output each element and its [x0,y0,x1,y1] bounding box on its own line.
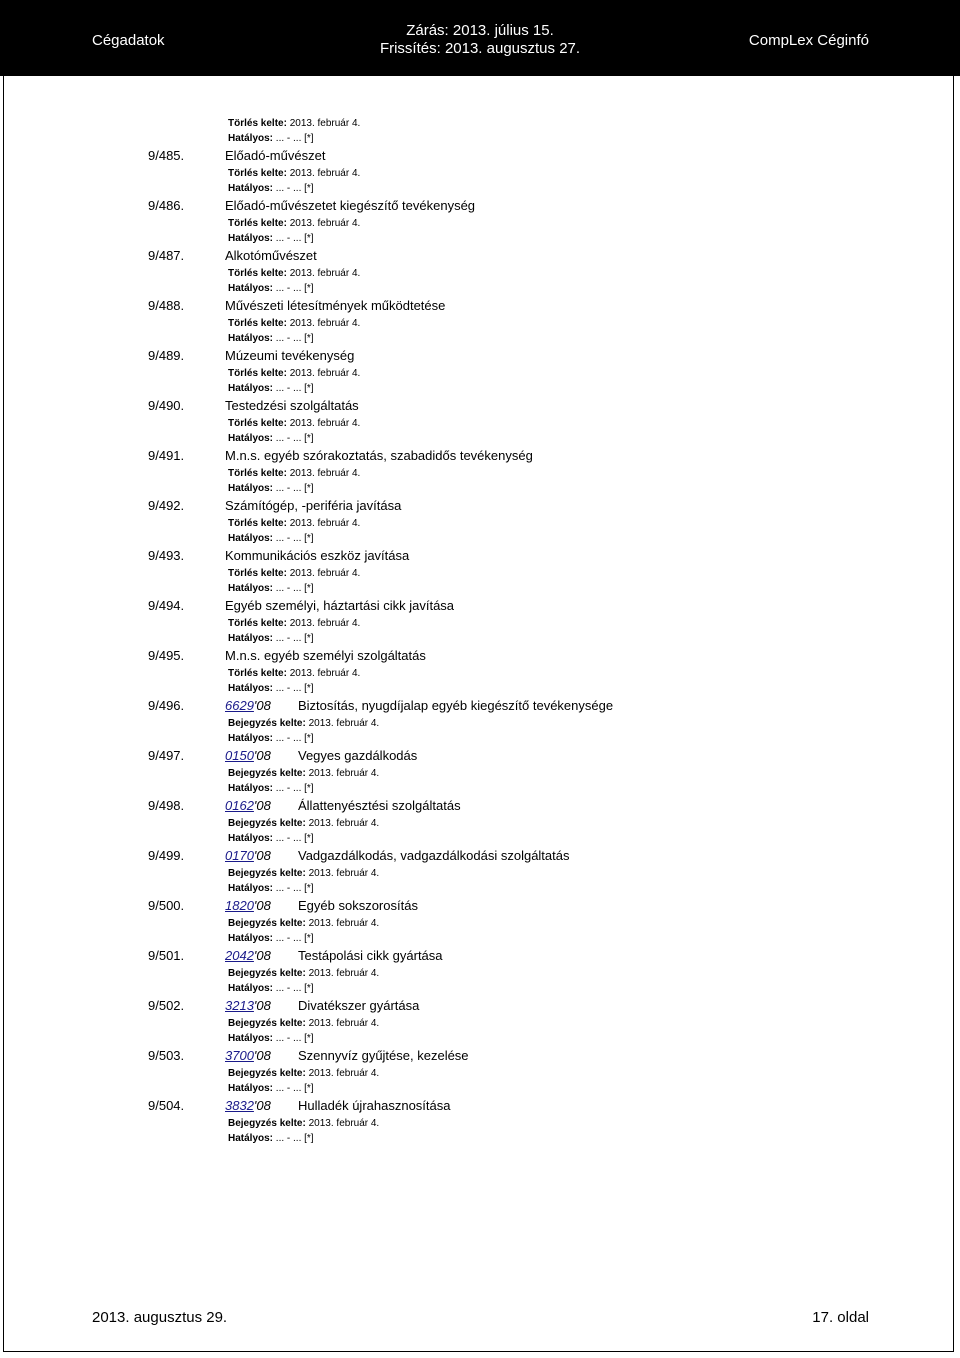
meta-effective: Hatályos: ... - ... [*] [228,633,314,644]
activity-code-suffix: '08 [253,898,271,913]
record-number: 9/485. [148,148,185,163]
list-item [0,396,960,446]
meta-effective: Hatályos: ... - ... [*] [228,733,314,744]
list-item [0,496,960,546]
record-number: 9/491. [148,448,185,463]
activity-code [225,948,271,963]
meta-registration-date: Bejegyzés kelte: 2013. február 4. [228,718,380,729]
record-number: 9/490. [148,398,185,413]
list-item [0,546,960,596]
header-left: Cégadatok [92,32,165,49]
activity-code-link[interactable]: 3700 [225,1048,254,1063]
meta-registration-date: Bejegyzés kelte: 2013. február 4. [228,968,380,979]
meta-deletion-date: Törlés kelte: 2013. február 4. [228,668,361,679]
activity-title: Számítógép, -periféria javítása [225,498,402,513]
meta-registration-date: Bejegyzés kelte: 2013. február 4. [228,868,380,879]
meta-effective: Hatályos: ... - ... [*] [228,383,314,394]
activity-code [225,898,271,913]
record-number: 9/499. [148,848,185,863]
meta-effective: Hatályos: ... - ... [*] [228,1133,314,1144]
header-refresh-date: Frissítés: 2013. augusztus 27. [379,40,581,57]
meta-registration-date: Bejegyzés kelte: 2013. február 4. [228,1018,380,1029]
activity-code-link[interactable]: 0170 [225,848,254,863]
meta-deletion-date: Törlés kelte: 2013. február 4. [228,218,361,229]
activity-code-link[interactable]: 3213 [225,998,254,1013]
meta-deletion-date: Törlés kelte: 2013. február 4. [228,118,361,129]
meta-deletion-date: Törlés kelte: 2013. február 4. [228,468,361,479]
activity-title: Vegyes gazdálkodás [298,748,418,763]
list-item [0,996,960,1046]
record-number: 9/502. [148,998,185,1013]
activity-code-link[interactable]: 3832 [225,1098,254,1113]
list-item [0,696,960,746]
activity-title: Előadó-művészetet kiegészítő tevékenység [225,198,476,213]
record-number: 9/493. [148,548,185,563]
activity-code [225,798,271,813]
record-number: 9/496. [148,698,185,713]
activity-code-suffix: '08 [253,748,271,763]
meta-effective: Hatályos: ... - ... [*] [228,683,314,694]
activity-code [225,998,271,1013]
meta-effective: Hatályos: ... - ... [*] [228,783,314,794]
activity-title: Vadgazdálkodás, vadgazdálkodási szolgáltatás [298,848,570,863]
record-number: 9/487. [148,248,185,263]
record-number: 9/500. [148,898,185,913]
activity-title: Szennyvíz gyűjtése, kezelése [298,1048,469,1063]
activity-title: Testápolási cikk gyártása [298,948,443,963]
record-number: 9/486. [148,198,185,213]
meta-effective: Hatályos: ... - ... [*] [228,1033,314,1044]
activity-title: Egyéb sokszorosítás [298,898,418,913]
activity-title: Divatékszer gyártása [298,998,420,1013]
list-item [0,846,960,896]
record-list [0,116,960,1146]
record-number: 9/503. [148,1048,185,1063]
meta-deletion-date: Törlés kelte: 2013. február 4. [228,568,361,579]
meta-deletion-date: Törlés kelte: 2013. február 4. [228,418,361,429]
meta-registration-date: Bejegyzés kelte: 2013. február 4. [228,918,380,929]
activity-title: Alkotóművészet [225,248,317,263]
meta-effective: Hatályos: ... - ... [*] [228,533,314,544]
activity-code [225,698,271,713]
meta-effective: Hatályos: ... - ... [*] [228,1083,314,1094]
meta-effective: Hatályos: ... - ... [*] [228,183,314,194]
activity-code-suffix: '08 [253,798,271,813]
footer-date: 2013. augusztus 29. [92,1309,228,1326]
list-item [0,446,960,496]
meta-effective: Hatályos: ... - ... [*] [228,483,314,494]
meta-effective: Hatályos: ... - ... [*] [228,583,314,594]
meta-effective: Hatályos: ... - ... [*] [228,133,314,144]
activity-title: M.n.s. egyéb személyi szolgáltatás [225,648,426,663]
meta-effective: Hatályos: ... - ... [*] [228,433,314,444]
record-number: 9/488. [148,298,185,313]
list-item [0,346,960,396]
record-number: 9/489. [148,348,185,363]
record-number: 9/492. [148,498,185,513]
meta-registration-date: Bejegyzés kelte: 2013. február 4. [228,1068,380,1079]
activity-code-suffix: '08 [253,948,271,963]
meta-registration-date: Bejegyzés kelte: 2013. február 4. [228,1118,380,1129]
activity-title: Állattenyésztési szolgáltatás [298,798,461,813]
meta-deletion-date: Törlés kelte: 2013. február 4. [228,368,361,379]
activity-title: Kommunikációs eszköz javítása [225,548,410,563]
meta-deletion-date: Törlés kelte: 2013. február 4. [228,618,361,629]
activity-code-suffix: '08 [253,848,271,863]
list-item [0,246,960,296]
activity-code [225,848,271,863]
meta-effective: Hatályos: ... - ... [*] [228,283,314,294]
list-item [0,1046,960,1096]
list-item [0,296,960,346]
meta-effective: Hatályos: ... - ... [*] [228,833,314,844]
meta-deletion-date: Törlés kelte: 2013. február 4. [228,168,361,179]
meta-deletion-date: Törlés kelte: 2013. február 4. [228,318,361,329]
meta-effective: Hatályos: ... - ... [*] [228,883,314,894]
activity-title: Művészeti létesítmények működtetése [225,298,446,313]
activity-title: Testedzési szolgáltatás [225,398,359,413]
activity-title: Hulladék újrahasznosítása [298,1098,451,1113]
activity-code-link[interactable]: 0150 [225,748,254,763]
meta-registration-date: Bejegyzés kelte: 2013. február 4. [228,818,380,829]
meta-effective: Hatályos: ... - ... [*] [228,983,314,994]
activity-code [225,748,271,763]
activity-code-suffix: '08 [253,1098,271,1113]
list-item [0,896,960,946]
activity-code-link[interactable]: 2042 [225,948,254,963]
record-number: 9/497. [148,748,185,763]
list-item [0,746,960,796]
activity-code-link[interactable]: 1820 [225,898,254,913]
activity-title: Egyéb személyi, háztartási cikk javítása [225,598,455,613]
activity-code-suffix: '08 [253,698,271,713]
list-item [0,946,960,996]
activity-code-link[interactable]: 6629 [225,698,254,713]
activity-code-suffix: '08 [253,998,271,1013]
list-item [0,596,960,646]
record-number: 9/504. [148,1098,185,1113]
meta-deletion-date: Törlés kelte: 2013. február 4. [228,518,361,529]
activity-title: M.n.s. egyéb szórakoztatás, szabadidős tevékenység [225,448,533,463]
record-number: 9/495. [148,648,185,663]
header-right: CompLex Céginfó [748,32,869,49]
record-number: 9/494. [148,598,185,613]
activity-code [225,1048,271,1063]
activity-code [225,1098,271,1113]
activity-title: Múzeumi tevékenység [225,348,355,363]
meta-effective: Hatályos: ... - ... [*] [228,933,314,944]
list-item [0,796,960,846]
activity-code-link[interactable]: 0162 [225,798,254,813]
list-item [0,646,960,696]
list-item [0,1096,960,1146]
meta-deletion-date: Törlés kelte: 2013. február 4. [228,268,361,279]
meta-effective: Hatályos: ... - ... [*] [228,333,314,344]
meta-registration-date: Bejegyzés kelte: 2013. február 4. [228,768,380,779]
page-header [0,0,960,76]
record-number: 9/501. [148,948,185,963]
activity-title: Biztosítás, nyugdíjalap egyéb kiegészítő tevékenysége [298,698,614,713]
list-item [0,196,960,246]
header-closing-date: Zárás: 2013. július 15. [406,22,554,39]
record-number: 9/498. [148,798,185,813]
activity-title: Előadó-művészet [225,148,326,163]
footer-page-number: 17. oldal [812,1309,869,1326]
list-item [0,146,960,196]
activity-code-suffix: '08 [253,1048,271,1063]
meta-effective: Hatályos: ... - ... [*] [228,233,314,244]
